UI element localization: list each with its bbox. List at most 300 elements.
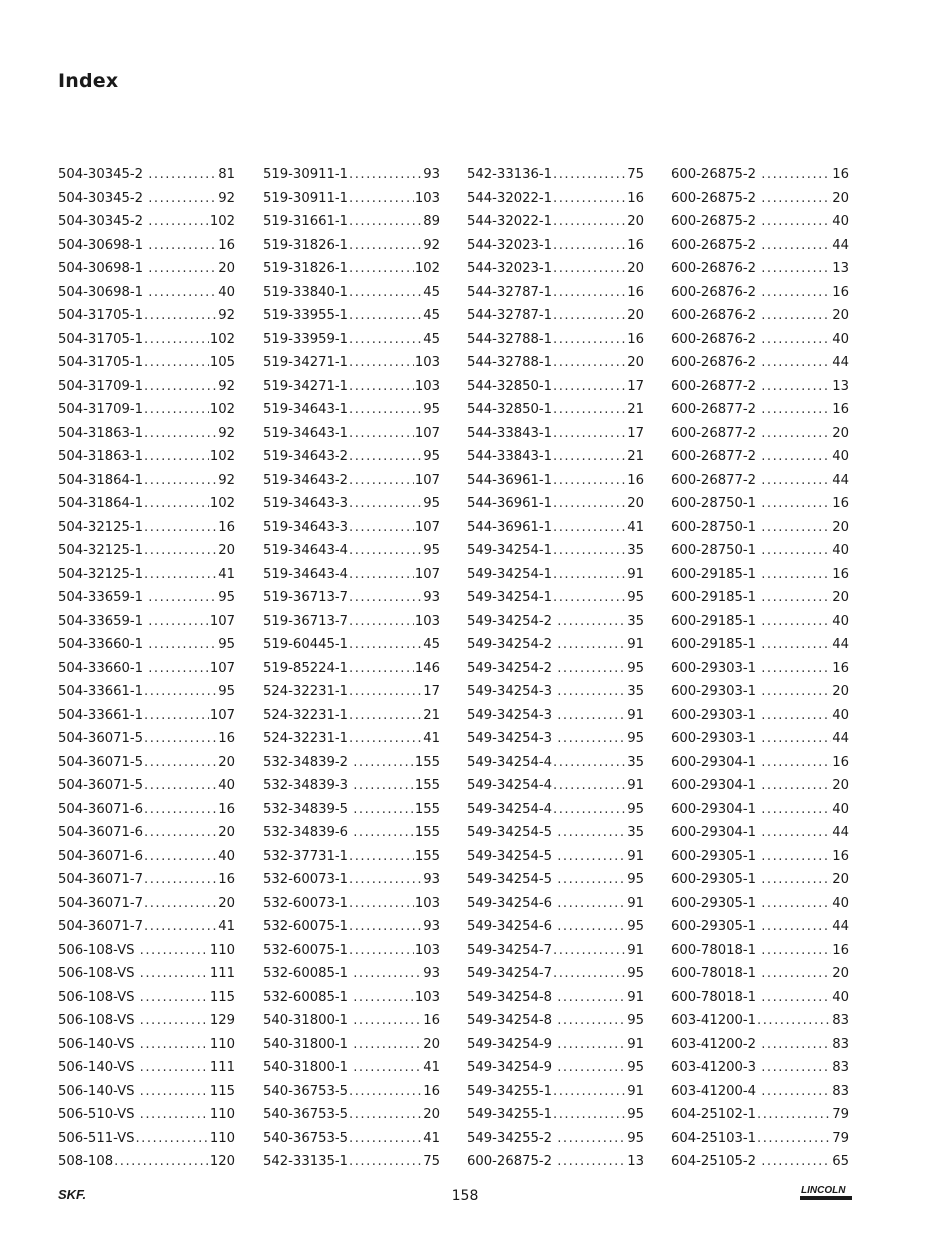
page-reference: 107 <box>414 425 440 441</box>
part-number: 549-34254-2 <box>467 613 557 629</box>
page-reference: 45 <box>423 331 440 347</box>
dot-leader <box>761 398 831 422</box>
index-entry <box>58 1056 235 1080</box>
part-number: 542-33135-1 <box>263 1154 349 1169</box>
part-number: 600-26876-2 <box>671 331 761 347</box>
page-reference: 20 <box>627 496 644 511</box>
index-entry <box>467 962 644 986</box>
dot-leader <box>761 257 831 281</box>
part-number: 532-34839-5 <box>263 801 353 817</box>
index-entry <box>263 1009 440 1033</box>
index-entry <box>671 1150 849 1174</box>
dot-leader <box>761 539 831 563</box>
part-number: 504-31705-1 <box>58 355 144 370</box>
part-number: 549-34254-2 <box>467 637 557 652</box>
part-number: 600-26876-2 <box>671 284 761 300</box>
part-number: 532-60073-1 <box>263 895 349 911</box>
part-number: 544-36961-1 <box>467 472 553 488</box>
index-entry <box>58 798 235 822</box>
index-entry <box>467 163 644 187</box>
part-number: 504-30698-1 <box>58 261 148 276</box>
index-entry <box>467 539 644 563</box>
index-entry <box>671 680 849 704</box>
dot-leader <box>761 586 831 610</box>
part-number: 549-34254-8 <box>467 1013 557 1028</box>
index-entry <box>58 1150 235 1174</box>
dot-leader <box>557 610 626 634</box>
dot-leader <box>349 539 422 563</box>
index-entry <box>263 892 440 916</box>
page-reference: 83 <box>832 1013 849 1028</box>
index-entry <box>263 986 440 1010</box>
page-reference: 91 <box>627 895 644 911</box>
dot-leader <box>144 516 217 540</box>
dot-leader <box>353 1009 422 1033</box>
dot-leader <box>349 704 422 728</box>
part-number: 504-36071-5 <box>58 754 144 770</box>
index-entry <box>263 586 440 610</box>
index-entry <box>671 845 849 869</box>
part-number: 600-26877-2 <box>671 402 761 417</box>
part-number: 504-31709-1 <box>58 378 144 394</box>
part-number: 600-26876-2 <box>671 261 761 276</box>
page-reference: 95 <box>627 801 644 817</box>
index-entry <box>467 1103 644 1127</box>
part-number: 532-37731-1 <box>263 848 349 864</box>
index-entry <box>58 563 235 587</box>
page-reference: 103 <box>414 355 440 370</box>
index-entry <box>58 351 235 375</box>
dot-leader <box>761 680 831 704</box>
part-number: 603-41200-4 <box>671 1083 761 1099</box>
dot-leader <box>144 563 217 587</box>
dot-leader <box>349 1103 422 1127</box>
dot-leader <box>144 375 217 399</box>
dot-leader <box>148 187 217 211</box>
page-reference: 95 <box>218 684 235 699</box>
page-reference: 40 <box>832 989 849 1005</box>
part-number: 532-34839-2 <box>263 754 353 770</box>
dot-leader <box>353 986 414 1010</box>
part-number: 549-34255-1 <box>467 1083 553 1099</box>
dot-leader <box>557 915 626 939</box>
dot-leader <box>140 1080 209 1104</box>
part-number: 506-140-VS <box>58 1083 139 1099</box>
dot-leader <box>349 492 422 516</box>
page-reference: 102 <box>414 261 440 276</box>
page-reference: 155 <box>414 825 440 840</box>
dot-leader <box>353 774 414 798</box>
dot-leader <box>761 774 831 798</box>
index-entry <box>58 539 235 563</box>
index-entry <box>58 1080 235 1104</box>
page-reference: 16 <box>627 190 644 206</box>
index-entry <box>58 422 235 446</box>
index-entry <box>467 492 644 516</box>
part-number: 604-25105-2 <box>671 1154 761 1169</box>
part-number: 544-32788-1 <box>467 355 553 370</box>
index-entry <box>467 798 644 822</box>
page-reference: 44 <box>832 825 849 840</box>
index-column-3 <box>467 163 644 1174</box>
index-entry <box>671 915 849 939</box>
dot-leader <box>757 1127 831 1151</box>
part-number: 519-30911-1 <box>263 190 349 206</box>
page-reference: 35 <box>627 543 644 558</box>
dot-leader <box>144 422 217 446</box>
part-number: 544-36961-1 <box>467 496 553 511</box>
dot-leader <box>144 727 217 751</box>
index-entry <box>263 469 440 493</box>
dot-leader <box>761 351 831 375</box>
index-entry <box>58 304 235 328</box>
dot-leader <box>557 821 626 845</box>
dot-leader <box>761 234 831 258</box>
index-entry <box>671 492 849 516</box>
index-entry <box>671 821 849 845</box>
part-number: 549-34254-6 <box>467 919 557 934</box>
index-entry <box>671 1009 849 1033</box>
dot-leader <box>349 257 414 281</box>
part-number: 544-33843-1 <box>467 425 553 441</box>
page-reference: 45 <box>423 284 440 300</box>
part-number: 600-26877-2 <box>671 449 761 464</box>
part-number: 519-34643-3 <box>263 496 349 511</box>
page-reference: 44 <box>832 919 849 934</box>
dot-leader <box>553 492 626 516</box>
part-number: 549-34254-9 <box>467 1060 557 1075</box>
page-reference: 115 <box>209 989 235 1005</box>
part-number: 549-34255-1 <box>467 1107 553 1122</box>
part-number: 540-36753-5 <box>263 1130 349 1146</box>
index-entry <box>671 751 849 775</box>
dot-leader <box>761 798 831 822</box>
part-number: 508-108 <box>58 1154 114 1169</box>
dot-leader <box>553 304 626 328</box>
index-entry <box>467 868 644 892</box>
page-reference: 16 <box>423 1083 440 1099</box>
index-entry <box>671 422 849 446</box>
index-entry <box>671 234 849 258</box>
index-entry <box>263 962 440 986</box>
part-number: 540-31800-1 <box>263 1036 353 1052</box>
index-entry <box>671 304 849 328</box>
part-number: 519-36713-7 <box>263 590 349 605</box>
page-reference: 13 <box>832 261 849 276</box>
index-entry <box>263 351 440 375</box>
index-entry <box>263 516 440 540</box>
part-number: 600-29303-1 <box>671 731 761 746</box>
dot-leader <box>553 469 626 493</box>
index-entry <box>58 962 235 986</box>
dot-leader <box>761 868 831 892</box>
part-number: 519-30911-1 <box>263 167 349 182</box>
part-number: 549-34254-2 <box>467 660 557 676</box>
page-reference: 40 <box>832 801 849 817</box>
page-reference: 95 <box>627 1060 644 1075</box>
part-number: 504-32125-1 <box>58 543 144 558</box>
dot-leader <box>144 868 217 892</box>
dot-leader <box>761 845 831 869</box>
index-entry <box>467 774 644 798</box>
page-reference: 92 <box>218 378 235 394</box>
part-number: 600-29185-1 <box>671 590 761 605</box>
dot-leader <box>353 1033 422 1057</box>
index-entry <box>263 1150 440 1174</box>
part-number: 544-32788-1 <box>467 331 553 347</box>
index-entry <box>467 915 644 939</box>
page-reference: 40 <box>832 895 849 911</box>
index-entry <box>467 821 644 845</box>
page-reference: 35 <box>627 825 644 840</box>
dot-leader <box>144 304 217 328</box>
part-number: 600-29303-1 <box>671 707 761 723</box>
lincoln-logo-underline <box>800 1196 852 1200</box>
dot-leader <box>557 727 626 751</box>
dot-leader <box>144 492 209 516</box>
part-number: 519-33840-1 <box>263 284 349 300</box>
part-number: 506-140-VS <box>58 1036 139 1052</box>
index-entry <box>671 704 849 728</box>
part-number: 519-31826-1 <box>263 261 349 276</box>
page-reference: 16 <box>832 284 849 300</box>
part-number: 549-34254-4 <box>467 778 553 793</box>
part-number: 519-34643-2 <box>263 472 349 488</box>
page-reference: 40 <box>832 331 849 347</box>
index-entry <box>58 375 235 399</box>
part-number: 532-60085-1 <box>263 989 353 1005</box>
index-entry <box>467 727 644 751</box>
index-entry <box>263 422 440 446</box>
dot-leader <box>349 939 414 963</box>
index-entry <box>58 939 235 963</box>
page-reference: 20 <box>832 190 849 206</box>
dot-leader <box>557 657 626 681</box>
part-number: 504-31863-1 <box>58 425 144 441</box>
dot-leader <box>553 257 626 281</box>
dot-leader <box>349 680 422 704</box>
dot-leader <box>349 469 414 493</box>
part-number: 506-108-VS <box>58 989 139 1005</box>
page-reference: 21 <box>627 449 644 464</box>
page-reference: 41 <box>423 731 440 746</box>
page-reference: 93 <box>423 590 440 605</box>
dot-leader <box>761 962 831 986</box>
dot-leader <box>553 375 626 399</box>
dot-leader <box>761 210 831 234</box>
page-reference: 20 <box>218 543 235 558</box>
page-reference: 44 <box>832 237 849 253</box>
part-number: 506-511-VS <box>58 1130 135 1146</box>
part-number: 519-34271-1 <box>263 355 349 370</box>
part-number: 544-33843-1 <box>467 449 553 464</box>
part-number: 600-78018-1 <box>671 942 761 958</box>
page-reference: 16 <box>627 331 644 347</box>
dot-leader <box>761 1150 831 1174</box>
part-number: 542-33136-1 <box>467 167 553 182</box>
page-reference: 103 <box>414 989 440 1005</box>
part-number: 504-33660-1 <box>58 660 148 676</box>
page-reference: 93 <box>423 966 440 981</box>
index-entry <box>58 751 235 775</box>
page-reference: 16 <box>627 472 644 488</box>
index-entry <box>263 492 440 516</box>
part-number: 519-33959-1 <box>263 331 349 347</box>
index-entry <box>671 986 849 1010</box>
dot-leader <box>757 1009 831 1033</box>
index-entry <box>671 445 849 469</box>
index-entry <box>671 610 849 634</box>
page-reference: 110 <box>209 1107 235 1122</box>
dot-leader <box>349 1150 422 1174</box>
part-number: 504-33660-1 <box>58 637 148 652</box>
part-number: 504-36071-7 <box>58 895 144 911</box>
page-reference: 40 <box>832 214 849 229</box>
index-entry <box>263 1056 440 1080</box>
page-reference: 107 <box>414 519 440 535</box>
index-entry <box>671 1127 849 1151</box>
part-number: 549-34254-5 <box>467 872 557 887</box>
part-number: 600-29304-1 <box>671 778 761 793</box>
dot-leader <box>349 915 422 939</box>
dot-leader <box>761 281 831 305</box>
page-reference: 79 <box>832 1107 849 1122</box>
page-reference: 20 <box>832 684 849 699</box>
dot-leader <box>761 375 831 399</box>
page-reference: 95 <box>218 590 235 605</box>
index-entry <box>467 422 644 446</box>
index-entry <box>58 845 235 869</box>
skf-logo-text: SKF. <box>58 1187 87 1201</box>
part-number: 600-29304-1 <box>671 801 761 817</box>
index-entry <box>58 516 235 540</box>
dot-leader <box>140 1033 209 1057</box>
dot-leader <box>144 328 209 352</box>
page-reference: 107 <box>209 707 235 723</box>
page-reference: 103 <box>414 942 440 958</box>
part-number: 600-29305-1 <box>671 848 761 864</box>
page-reference: 93 <box>423 167 440 182</box>
part-number: 519-31826-1 <box>263 237 349 253</box>
dot-leader <box>553 539 626 563</box>
index-entry <box>263 375 440 399</box>
dot-leader <box>353 751 414 775</box>
page-reference: 103 <box>414 895 440 911</box>
dot-leader <box>144 915 217 939</box>
index-entry <box>58 821 235 845</box>
part-number: 519-34643-1 <box>263 425 349 441</box>
page-reference: 16 <box>832 942 849 958</box>
page-reference: 41 <box>627 519 644 535</box>
index-entry <box>263 187 440 211</box>
index-entry <box>58 281 235 305</box>
index-entry <box>263 1033 440 1057</box>
dot-leader <box>553 774 626 798</box>
part-number: 544-32023-1 <box>467 237 553 253</box>
part-number: 544-32787-1 <box>467 308 553 323</box>
part-number: 600-26877-2 <box>671 425 761 441</box>
page-reference: 16 <box>627 237 644 253</box>
index-entry <box>263 680 440 704</box>
page-reference: 41 <box>218 919 235 934</box>
index-entry <box>467 610 644 634</box>
page-reference: 107 <box>414 566 440 582</box>
page-title: Index <box>58 70 119 92</box>
dot-leader <box>557 845 626 869</box>
index-column-1 <box>58 163 235 1174</box>
part-number: 549-34254-1 <box>467 566 553 582</box>
dot-leader <box>144 751 217 775</box>
dot-leader <box>353 1056 422 1080</box>
dot-leader <box>349 234 422 258</box>
page-reference: 35 <box>627 754 644 770</box>
page-reference: 20 <box>832 308 849 323</box>
index-entry <box>467 398 644 422</box>
dot-leader <box>144 539 217 563</box>
part-number: 549-34254-1 <box>467 543 553 558</box>
part-number: 506-510-VS <box>58 1107 139 1122</box>
part-number: 549-34254-3 <box>467 707 557 723</box>
index-entry <box>467 1056 644 1080</box>
part-number: 524-32231-1 <box>263 707 349 723</box>
page-reference: 93 <box>423 872 440 887</box>
page-reference: 20 <box>218 754 235 770</box>
part-number: 504-33659-1 <box>58 590 148 605</box>
part-number: 600-29185-1 <box>671 613 761 629</box>
index-entry <box>58 915 235 939</box>
part-number: 504-33659-1 <box>58 613 148 629</box>
index-entry <box>58 633 235 657</box>
dot-leader <box>557 1150 626 1174</box>
page-reference: 107 <box>209 660 235 676</box>
index-entry <box>58 234 235 258</box>
page-reference: 89 <box>423 214 440 229</box>
dot-leader <box>761 422 831 446</box>
page-reference: 44 <box>832 472 849 488</box>
dot-leader <box>349 351 414 375</box>
page-reference: 110 <box>209 1130 235 1146</box>
dot-leader <box>353 821 414 845</box>
page-reference: 20 <box>627 308 644 323</box>
index-entry <box>671 1033 849 1057</box>
part-number: 544-32023-1 <box>467 261 553 276</box>
dot-leader <box>553 939 626 963</box>
dot-leader <box>553 751 626 775</box>
page-reference: 16 <box>832 566 849 582</box>
index-entry <box>263 845 440 869</box>
page-reference: 20 <box>627 355 644 370</box>
index-entry <box>58 445 235 469</box>
lincoln-logo-text: LINCOLN <box>801 1185 846 1196</box>
page-reference: 91 <box>627 778 644 793</box>
index-entry <box>58 492 235 516</box>
part-number: 532-34839-6 <box>263 825 353 840</box>
dot-leader <box>349 163 422 187</box>
part-number: 519-34643-2 <box>263 449 349 464</box>
part-number: 532-34839-3 <box>263 778 353 793</box>
index-entry <box>671 1056 849 1080</box>
part-number: 549-34254-7 <box>467 966 553 981</box>
index-entry <box>263 1127 440 1151</box>
dot-leader <box>349 445 422 469</box>
dot-leader <box>144 821 217 845</box>
page-reference: 16 <box>218 801 235 817</box>
part-number: 600-29303-1 <box>671 684 761 699</box>
part-number: 600-26875-2 <box>671 237 761 253</box>
dot-leader <box>553 328 626 352</box>
index-entry <box>671 328 849 352</box>
dot-leader <box>349 210 422 234</box>
